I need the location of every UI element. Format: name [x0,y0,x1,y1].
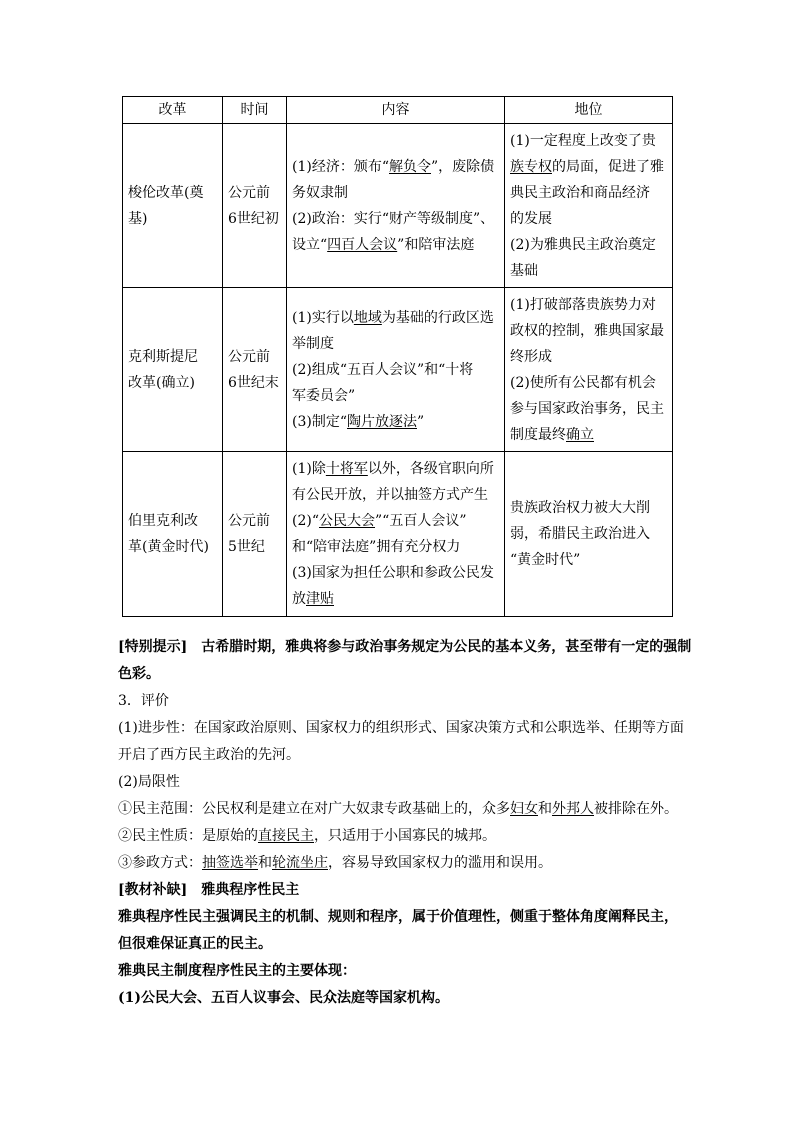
eval-heading: 3．评价 [118,693,169,709]
cell-text: 举制度 [292,335,334,352]
cell-content-line [292,508,499,534]
limit-method [118,850,684,877]
supplement-heading [118,877,684,904]
underlined-term: 四百人会议 [327,236,398,253]
cell-text: ” [417,413,425,430]
underlined-term: 解负令 [389,158,431,175]
header-status: 地位 [505,97,673,124]
reform-table [122,96,673,617]
cell-text: (2)“ [292,513,319,529]
cell-text: (2)为雅典民主政治奠定 [510,236,656,253]
cell-time [223,452,287,617]
table-header-row [123,97,673,124]
cell-text: 以外，各级官职向所 [367,461,494,477]
supp-text-3: 雅典民主制度程序性民主的主要体现： [118,963,356,979]
cell-reform-line: 改革(确立) [128,374,195,391]
cell-reform-line: 梭伦改革(奠 [128,184,204,201]
tip-text-cont: 色彩。 [118,666,160,682]
body-text [118,634,692,1012]
cell-status-line [510,180,667,206]
cell-content-line [292,409,499,435]
cell-text: 参与国家政治事务，民主 [510,400,664,417]
cell-text: (2)使所有公民都有机会 [510,374,656,391]
supp-text-4: (1)公民大会、五百人议事会、民众法庭等国家机构。 [118,990,449,1006]
cell-text: 设立“ [292,236,328,253]
cell-text: 典民主政治和商品经济 [510,184,650,201]
progress-text: (1)进步性：在国家政治原则、国家权力的组织形式、国家决策方式和公职选举、任期等方面 [118,720,684,736]
cell-content-line [292,232,499,258]
cell-text: (1)打破部落贵族势力对 [510,296,656,313]
cell-text: “黄金时代” [510,552,581,568]
underlined-term: 地域 [353,309,382,326]
limit-method-lot: 抽签选举 [202,855,258,871]
cell-reform [123,288,223,452]
cell-text: 基础 [510,262,538,279]
cell-content-line [292,206,499,232]
underlined-term: 公民大会 [319,513,375,529]
cell-text: 军委员会” [292,387,356,404]
limit-method-text: ③参政方式： [118,855,202,871]
cell-status-line [510,521,667,547]
limit-method-end: ，容易导致国家权力的滥用和误用。 [328,855,552,871]
cell-content-line [292,154,499,180]
cell-text: (3)国家为担任公职和参政公民发 [292,565,494,581]
cell-status-line [510,154,667,180]
cell-status [505,288,673,452]
cell-content-line [292,357,499,383]
limit-nature-text: ②民主性质：是原始的 [118,828,258,844]
cell-text: (2)组成“五百人会议”和“十将 [292,361,474,378]
limit-nature-end: ，只适用于小国寡民的城邦。 [314,828,496,844]
table-row [123,452,673,617]
cell-status-line [510,396,667,422]
cell-status-line [510,206,667,232]
cell-content [287,452,505,617]
cell-status-line [510,318,667,344]
cell-time [223,124,287,288]
cell-status-line [510,370,667,396]
supp-text-1: 雅典程序性民主强调民主的机制、规则和程序，属于价值理性，侧重于整体角度阐释民主， [118,909,678,925]
cell-text: 终形成 [510,348,552,365]
limit-nature [118,823,684,850]
cell-text: 贵族政治权力被大大削 [510,500,650,516]
table-row [123,288,673,452]
cell-content-line [292,586,499,612]
cell-time-line: 6世纪初 [228,210,279,227]
limit-scope-foreigners: 外邦人 [552,801,594,817]
cell-status [505,452,673,617]
cell-reform [123,452,223,617]
cell-text: 弱，希腊民主政治进入 [510,526,650,542]
cell-text: (1)除 [292,461,326,477]
cell-content-line [292,482,499,508]
tip-label: [特别提示] [118,639,188,655]
cell-reform-line: 克利斯提尼 [128,348,198,365]
progress-text-cont: 开启了西方民主政治的先河。 [118,747,300,763]
special-tip [118,634,692,661]
cell-text: 放 [292,591,306,607]
cell-text: (1)一定程度上改变了贵 [510,132,656,149]
cell-status-line [510,344,667,370]
limit-heading: (2)局限性 [118,774,180,790]
underlined-term: 确立 [566,426,594,443]
cell-text: ”“五百人会议” [375,513,467,529]
limit-method-rotation: 轮流坐庄 [272,855,328,871]
cell-content [287,124,505,288]
cell-text: (1)经济：颁布“ [292,158,389,175]
supp-text-2: 但很难保证真正的民主。 [118,936,272,952]
cell-content-line [292,456,499,482]
cell-text: 务奴隶制 [292,184,348,201]
cell-text: 的发展 [510,210,552,227]
underlined-term: 陶片放逐法 [347,413,417,430]
header-reform: 改革 [123,97,223,124]
cell-text: (1)实行以 [292,309,354,326]
header-content: 内容 [287,97,505,124]
cell-time [223,288,287,452]
cell-content-line [292,383,499,409]
cell-status-line [510,547,667,573]
cell-status-line [510,232,667,258]
limit-scope-end: 被排除在外。 [594,801,678,817]
cell-content-line [292,180,499,206]
cell-status-line [510,292,667,318]
cell-status-line [510,495,667,521]
cell-time-line: 6世纪末 [228,374,279,391]
tip-text: 古希腊时期，雅典将参与政治事务规定为公民的基本义务，甚至带有一定的强制 [187,639,692,655]
cell-time-line: 公元前 [228,184,270,201]
limit-scope-women: 妇女 [510,801,538,817]
cell-content-line [292,305,499,331]
underlined-term: 族专权 [510,158,552,175]
cell-time-line: 5世纪 [228,539,265,555]
cell-text: 政权的控制，雅典国家最 [510,322,664,339]
table-row [123,124,673,288]
cell-text: 制度最终 [510,426,566,443]
cell-time-line: 公元前 [228,348,270,365]
limit-method-and: 和 [258,855,272,871]
limit-scope-and: 和 [538,801,552,817]
cell-time-line: 公元前 [228,513,270,529]
cell-content [287,288,505,452]
cell-reform [123,124,223,288]
cell-reform-line: 革(黄金时代) [128,539,209,555]
cell-content-line [292,534,499,560]
supp-label: [教材补缺] [118,882,188,898]
cell-status-line [510,422,667,448]
cell-reform-line: 伯里克利改 [128,513,198,529]
cell-text: (2)政治：实行“财产等级制度”、 [292,210,495,227]
cell-reform-line: 基) [128,210,148,227]
cell-text: 和“陪审法庭”拥有充分权力 [292,539,461,555]
cell-text: 为基础的行政区选 [381,309,494,326]
limit-nature-direct: 直接民主 [258,828,314,844]
cell-text: ”和陪审法庭 [397,236,475,253]
limit-scope [118,796,684,823]
cell-text: 的局面，促进了雅 [552,158,664,175]
cell-text: ”，废除债 [431,158,495,175]
cell-content-line [292,560,499,586]
cell-text: (3)制定“ [292,413,347,430]
cell-status [505,124,673,288]
cell-text: 有公民开放，并以抽签方式产生 [292,487,488,503]
header-time: 时间 [223,97,287,124]
cell-content-line [292,331,499,357]
cell-status-line [510,128,667,154]
supp-title: 雅典程序性民主 [187,882,300,898]
underlined-term: 十将军 [325,461,368,477]
underlined-term: 津贴 [306,591,334,607]
cell-status-line [510,258,667,284]
limit-scope-text: ①民主范围：公民权利是建立在对广大奴隶专政基础上的，众多 [118,801,510,817]
